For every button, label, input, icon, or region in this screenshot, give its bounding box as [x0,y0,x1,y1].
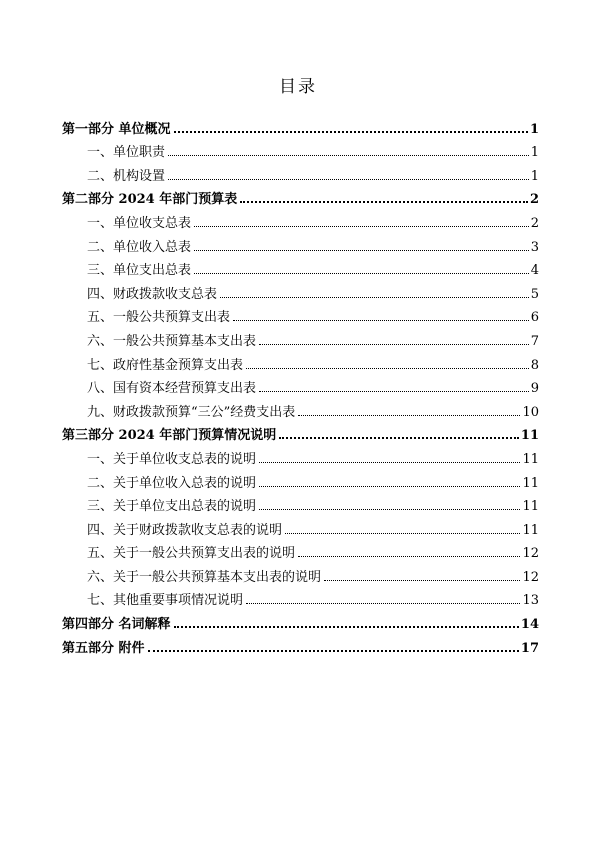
dot-leader [298,555,520,557]
toc-entry-label: 第三部分 2024 年部门预算情况说明 [62,428,277,444]
dot-leader [285,532,520,534]
toc-subsection-entry[interactable] [62,255,539,279]
toc-page-number: 11 [522,522,539,538]
toc-page-number: 6 [530,310,539,326]
dot-leader [259,390,529,392]
toc-page-number: 14 [520,617,539,633]
dot-leader [259,343,529,345]
toc-page-number: 11 [522,451,539,467]
toc-subsection-entry[interactable] [62,349,539,373]
toc-entry-label: 五、一般公共预算支出表 [87,310,231,326]
toc-entry-label: 九、财政拨款预算“三公”经费支出表 [87,404,296,420]
toc-entry-label: 七、政府性基金预算支出表 [87,357,244,373]
dot-leader [259,485,520,487]
toc-page-number: 8 [530,357,539,373]
toc-subsection-entry[interactable] [62,514,539,538]
dot-leader [148,649,519,652]
toc-section-entry[interactable] [62,420,539,444]
toc-entry-label: 三、关于单位支出总表的说明 [87,499,257,515]
toc-page-number: 1 [529,121,539,137]
toc-page-number: 1 [530,145,539,161]
toc-entry-label: 第四部分 名词解释 [62,617,171,633]
toc-section-entry[interactable] [62,113,539,137]
toc-entry-label: 二、单位收入总表 [87,239,192,255]
toc-page-number: 11 [522,499,539,515]
toc-subsection-entry[interactable] [62,231,539,255]
dot-leader [279,436,519,439]
dot-leader [259,508,520,510]
toc-page-number: 17 [520,640,539,656]
toc-subsection-entry[interactable] [62,396,539,420]
dot-leader [298,414,520,416]
toc-section-entry[interactable] [62,608,539,632]
dot-leader [194,272,529,274]
toc-subsection-entry[interactable] [62,443,539,467]
toc-page-number: 4 [530,263,539,279]
table-of-contents [62,113,539,656]
toc-subsection-entry[interactable] [62,538,539,562]
toc-subsection-entry[interactable] [62,325,539,349]
toc-page-number: 9 [530,381,539,397]
toc-subsection-entry[interactable] [62,302,539,326]
toc-page-number: 12 [522,546,539,562]
dot-leader [240,200,528,203]
toc-subsection-entry[interactable] [62,585,539,609]
toc-page-number: 3 [530,239,539,255]
toc-subsection-entry[interactable] [62,491,539,515]
dot-leader [259,461,520,463]
toc-entry-label: 六、关于一般公共预算基本支出表的说明 [87,569,322,585]
toc-subsection-entry[interactable] [62,561,539,585]
dot-leader [194,249,529,251]
toc-subsection-entry[interactable] [62,467,539,491]
toc-page-number: 13 [522,593,539,609]
dot-leader [174,130,528,133]
toc-page-number: 11 [520,428,539,444]
dot-leader [174,625,519,628]
dot-leader [246,602,520,604]
toc-page-number: 5 [530,286,539,302]
toc-page-number: 7 [530,333,539,349]
toc-subsection-entry[interactable] [62,207,539,231]
dot-leader [168,154,529,156]
toc-section-entry[interactable] [62,184,539,208]
toc-page-number: 2 [529,192,539,208]
toc-entry-label: 一、单位职责 [87,145,166,161]
toc-entry-label: 三、单位支出总表 [87,263,192,279]
toc-subsection-entry[interactable] [62,137,539,161]
toc-entry-label: 一、关于单位收支总表的说明 [87,451,257,467]
toc-subsection-entry[interactable] [62,278,539,302]
toc-entry-label: 六、一般公共预算基本支出表 [87,333,257,349]
toc-section-entry[interactable] [62,632,539,656]
toc-entry-label: 二、机构设置 [87,168,166,184]
dot-leader [233,319,529,321]
toc-entry-label: 四、关于财政拨款收支总表的说明 [87,522,283,538]
toc-page-number: 12 [522,569,539,585]
toc-subsection-entry[interactable] [62,160,539,184]
page-title: 目录 [279,77,317,97]
toc-entry-label: 五、关于一般公共预算支出表的说明 [87,546,296,562]
toc-entry-label: 八、国有资本经营预算支出表 [87,381,257,397]
dot-leader [324,579,520,581]
dot-leader [194,225,529,227]
toc-entry-label: 四、财政拨款收支总表 [87,286,218,302]
toc-entry-label: 七、其他重要事项情况说明 [87,593,244,609]
toc-page-number: 1 [530,168,539,184]
toc-subsection-entry[interactable] [62,373,539,397]
toc-entry-label: 一、单位收支总表 [87,215,192,231]
toc-page-number: 11 [522,475,539,491]
dot-leader [246,367,529,369]
dot-leader [168,178,529,180]
toc-entry-label: 第一部分 单位概况 [62,121,171,137]
dot-leader [220,296,529,298]
toc-entry-label: 第二部分 2024 年部门预算表 [62,192,238,208]
toc-entry-label: 二、关于单位收入总表的说明 [87,475,257,491]
toc-page-number: 10 [522,404,539,420]
toc-entry-label: 第五部分 附件 [62,640,145,656]
toc-page-number: 2 [530,215,539,231]
